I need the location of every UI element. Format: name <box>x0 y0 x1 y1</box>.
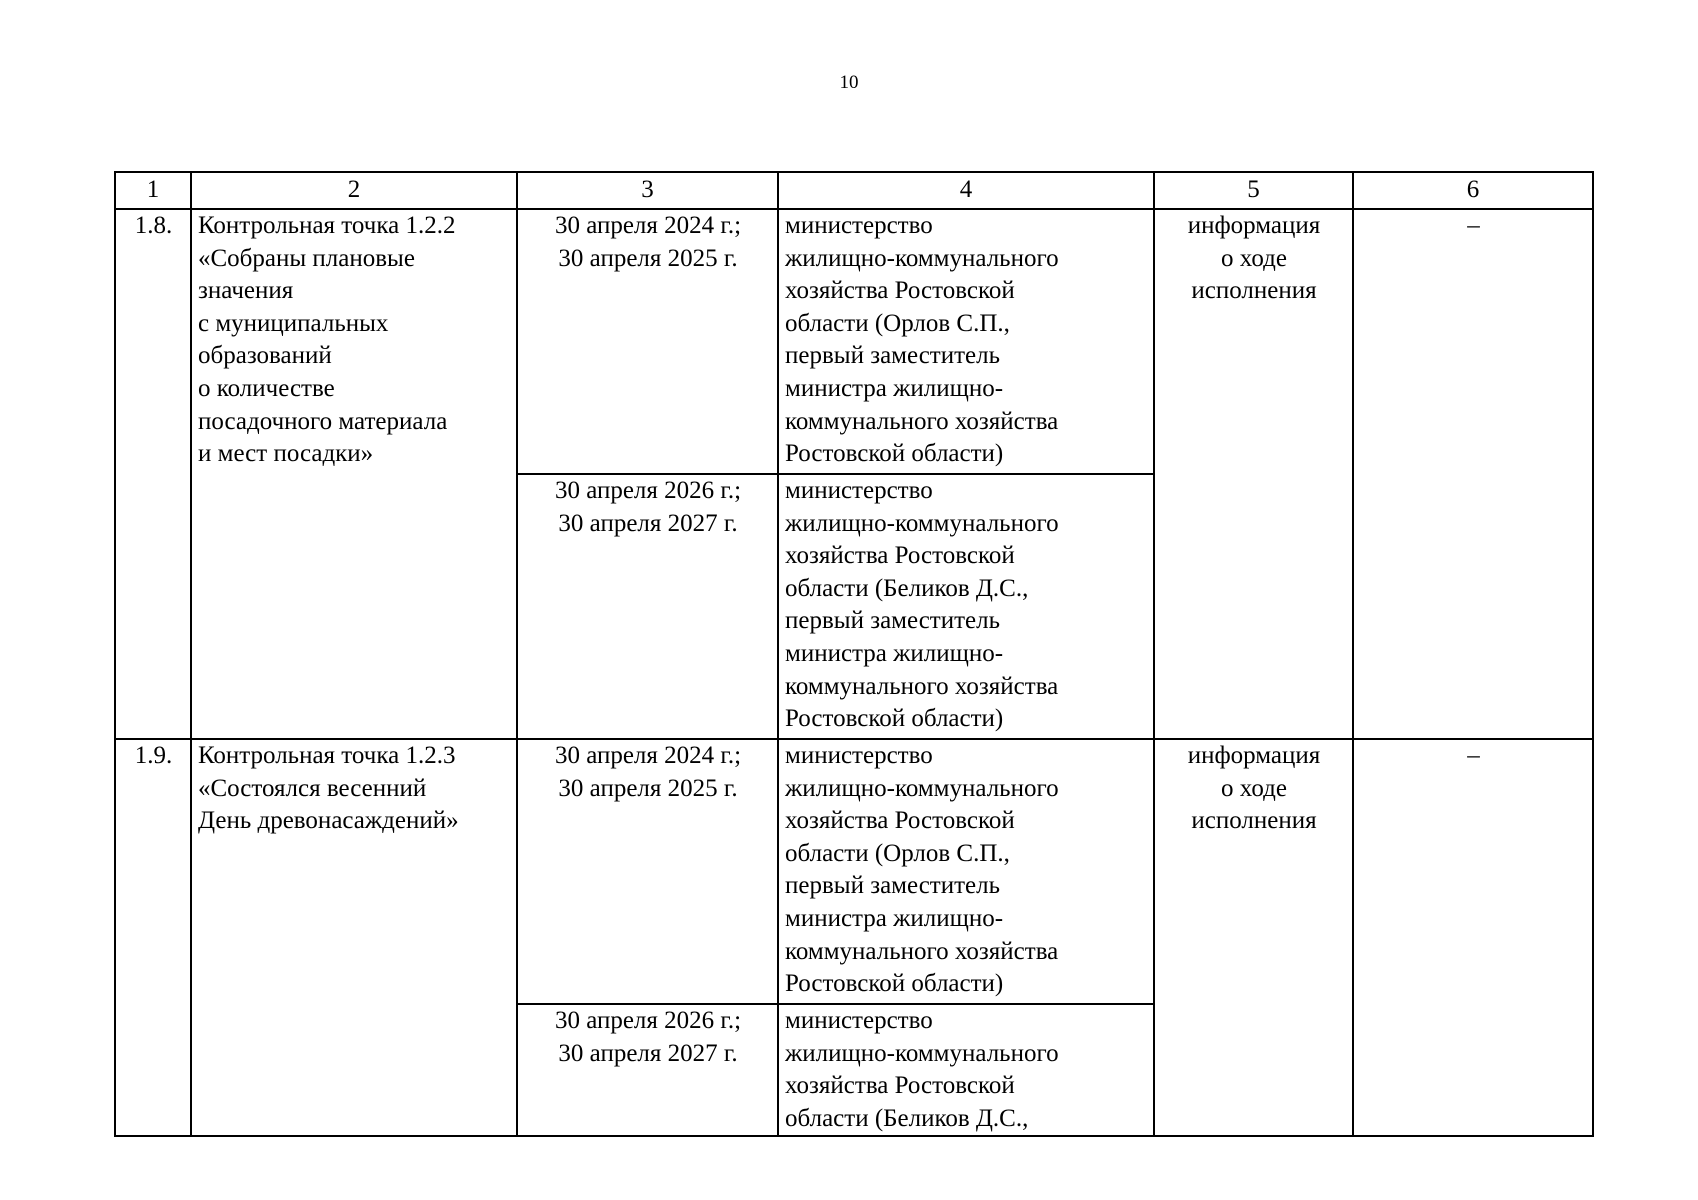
responsible-executor: министерство жилищно-коммунального хозяйства Ростовской области (Беликов Д.С., первый заместитель министра жилищно- коммунального хозяйства Ростовской области) <box>778 474 1154 739</box>
responsible-executor: министерство жилищно-коммунального хозяйства Ростовской области (Орлов С.П., первый заместитель министра жилищно- коммунального хозяйства Ростовской области) <box>778 209 1154 474</box>
col6-value: – <box>1353 209 1593 739</box>
deadline-dates: 30 апреля 2026 г.; 30 апреля 2027 г. <box>517 1004 778 1136</box>
deadline-dates: 30 апреля 2026 г.; 30 апреля 2027 г. <box>517 474 778 739</box>
responsible-executor: министерство жилищно-коммунального хозяйства Ростовской области (Беликов Д.С., <box>778 1004 1154 1136</box>
header-row <box>115 172 1593 209</box>
header-col-2: 2 <box>191 172 517 209</box>
header-col-5: 5 <box>1154 172 1353 209</box>
responsible-executor: министерство жилищно-коммунального хозяйства Ростовской области (Орлов С.П., первый заместитель министра жилищно- коммунального хозяйства Ростовской области) <box>778 739 1154 1004</box>
row-number: 1.9. <box>115 739 191 1136</box>
header-col-1: 1 <box>115 172 191 209</box>
control-points-table <box>114 171 1594 1137</box>
control-point-name: Контрольная точка 1.2.3 «Состоялся весенний День древонасаждений» <box>191 739 517 1136</box>
table-row <box>115 209 1593 474</box>
row-number: 1.8. <box>115 209 191 739</box>
table-row <box>115 739 1593 1004</box>
header-col-3: 3 <box>517 172 778 209</box>
col6-value: – <box>1353 739 1593 1136</box>
header-col-4: 4 <box>778 172 1154 209</box>
deadline-dates: 30 апреля 2024 г.; 30 апреля 2025 г. <box>517 739 778 1004</box>
header-col-6: 6 <box>1353 172 1593 209</box>
control-point-name: Контрольная точка 1.2.2 «Собраны плановые значения с муниципальных образований о количестве посадочного материала и мест посадки» <box>191 209 517 739</box>
page-number: 10 <box>839 72 859 93</box>
deadline-dates: 30 апреля 2024 г.; 30 апреля 2025 г. <box>517 209 778 474</box>
document-type: информация о ходе исполнения <box>1154 739 1353 1136</box>
document-type: информация о ходе исполнения <box>1154 209 1353 739</box>
